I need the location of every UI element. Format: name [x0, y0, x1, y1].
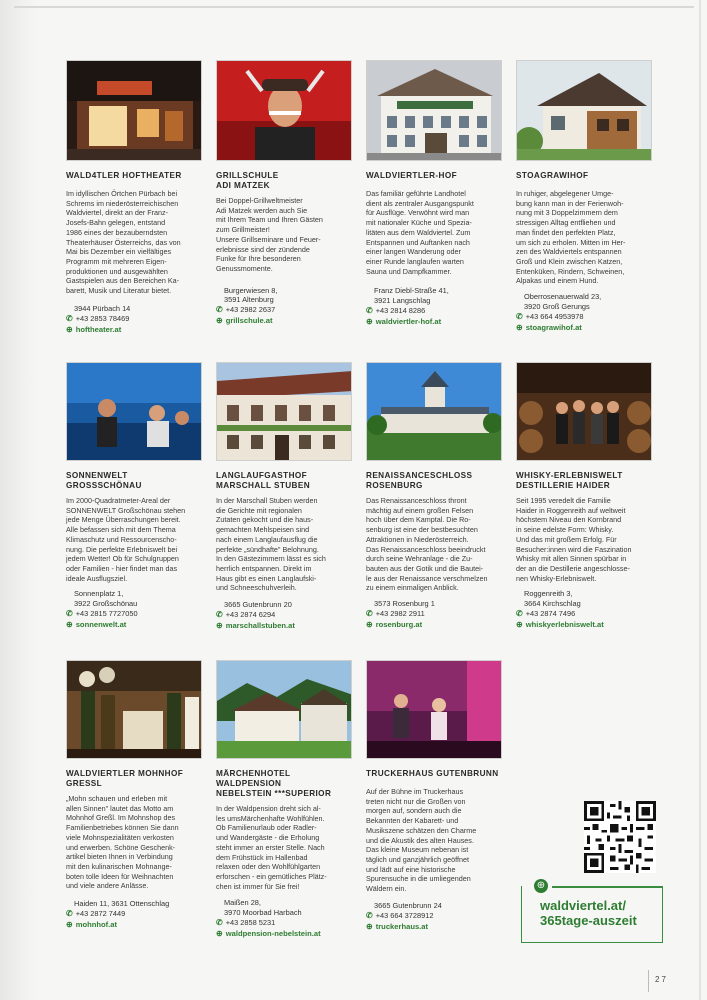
listing-description: Auf der Bühne im Truckerhaus treten nicht nur die Großen von morgen auf, sondern auch die Bekannten der Kabarett- und Musikszene schätzen den Charme und die Akustik des alten Hauses. Das kleine Museum nebenan ist täglich und ganzjährlich geöffnet und lädt auf eine historische Spurensuche in die umliegenden Wäldern ein.: [366, 787, 477, 894]
photo-truckerhaus: [366, 660, 502, 759]
listing-description: Im 2000-Quadratmeter-Areal der SONNENWELT Großschönau stehen jede Menge Überraschungen bereit. Alle befassen sich mit dem Thema Klimaschutz und Ressourcenscho- nung. Die perfekte Erlebniswelt bei jedem Wetter! Ob für Schulgruppen oder Familien - hier findet man das ideale Ausflugsziel.: [66, 496, 186, 583]
listing-website-link[interactable]: ⊕ mohnhof.at: [66, 919, 118, 929]
listing-address: Oberrosenauerwald 23, 3920 Groß Gerungs: [524, 292, 602, 311]
listing-description: Im idyllischen Örtchen Pürbach bei Schrems im niederösterreichischen Waldviertel, direkt an der Franz- Josefs-Bahn gelegen, entstand 1986 eines der bezauberndsten Theaterhäuser Österreichs, das von Mai bis Dezember ein vielfältiges Programm mit mehreren Eigen- produktionen und ausgewählten Gastspielen aus den Bereichen Ka- barett, Musik und Literatur bietet.: [66, 189, 181, 296]
listing-website-link[interactable]: ⊕ marschallstuben.at: [216, 620, 295, 630]
listing-title: MÄRCHENHOTEL WALDPENSION NEBELSTEIN ***SUPERIOR: [216, 769, 332, 798]
globe-icon: ⊕: [66, 324, 73, 334]
listing-website-link[interactable]: ⊕ hoftheater.at: [66, 324, 122, 334]
listing-address: 3573 Rosenburg 1: [374, 599, 435, 609]
globe-icon: ⊕: [516, 322, 523, 332]
globe-icon: ⊕: [216, 928, 223, 938]
photo-mohnhof: [66, 660, 202, 759]
listing-address: Haiden 11, 3631 Ottenschlag: [74, 899, 170, 909]
listing-card: [66, 362, 206, 630]
listing-card: [216, 60, 356, 326]
listing-website-link[interactable]: ⊕ truckerhaus.at: [366, 921, 429, 931]
listing-description: Seit 1995 veredelt die Familie Haider in Roggenreith auf weltweit höchstem Niveau den Kornbrand in seine edelste Form: Whisky. Und das mit großem Erfolg. Für Besucher:innen wird die Faszination Whisky mit allen Sinnen spürbar in der an die Destillerie angeschlosse- nen Whisky-Erlebniswelt.: [516, 496, 632, 583]
listing-title: WALDVIERTLER MOHNHOF GRESSL: [66, 769, 184, 788]
listing-website-link[interactable]: ⊕ waldpension-nebelstein.at: [216, 928, 321, 938]
globe-icon: ⊕: [216, 316, 223, 326]
listing-title: WALD4TLER HOFTHEATER: [66, 171, 182, 180]
globe-icon: ⊕: [216, 620, 223, 630]
globe-icon: ⊕: [66, 619, 73, 629]
promo-link-box[interactable]: [521, 880, 663, 943]
photo-marschall-stuben: [216, 362, 352, 461]
listing-card: [366, 660, 506, 932]
listing-phone: ✆ +43 2815 7727050: [66, 608, 138, 618]
listing-phone: ✆ +43 2982 2911: [366, 608, 425, 618]
phone-icon: ✆: [216, 917, 223, 927]
listing-address: Burgerwiesen 8, 3591 Altenburg: [224, 285, 278, 305]
listing-title: WHISKY-ERLEBNISWELT DESTILLERIE HAIDER: [516, 471, 623, 490]
globe-icon: ⊕: [516, 619, 523, 629]
photo-stoagrawihof: [516, 60, 652, 161]
photo-rosenburg: [366, 362, 502, 461]
listing-description: Bei Doppel-Grillweltmeister Adi Matzek werden auch Sie mit Ihrem Team und Ihren Gästen zum Grillmeister! Unsere Grillseminare und Feuer- erlebnisse sind der zündende Funke für Ihre besonderen Genussmomente.: [216, 196, 323, 273]
listing-card: [66, 60, 206, 335]
listing-description: In ruhiger, abgelegener Umge- bung kann man in der Ferienwoh- nung mit 3 Doppelzimmern dem stressigen Alltag entfliehen und man findet den perfekten Platz, um sich zu erholen. Mitten im Her- zen des Waldviertels entspannen Groß und Klein zwischen Katzen, Entenküken, Rindern, Schweinen, Alpakas und einem Hund.: [516, 189, 626, 286]
phone-icon: ✆: [66, 608, 73, 618]
listing-website-link[interactable]: ⊕ rosenburg.at: [366, 619, 423, 629]
listing-address: Maißen 28, 3970 Moorbad Harbach: [224, 898, 302, 918]
listing-title: SONNENWELT GROSSSCHÖNAU: [66, 471, 142, 490]
page-edge-right: [699, 0, 701, 1000]
listing-phone: ✆ +43 2874 7496: [516, 608, 576, 618]
listing-phone: ✆ +43 664 3728912: [366, 910, 434, 920]
listing-description: In der Waldpension dreht sich al- les umsMärchenhafte Wohlfühlen. Ob Familienurlaub oder Radler- und Wandergäste - die Erholung steht immer an erster Stelle. Nach dem Frühstück im Hallenbad relaxen oder den Wohlfühlgarten erforschen - ein gemütliches Plätz- chen ist immer für Sie frei!: [216, 804, 327, 891]
photo-waldviertler-hof: [366, 60, 502, 161]
listing-card: [366, 60, 506, 327]
listing-card: [366, 362, 506, 630]
listing-phone: ✆ +43 2872 7449: [66, 908, 126, 918]
page-number-divider: [648, 970, 649, 992]
page-spine: [0, 0, 38, 1000]
phone-icon: ✆: [216, 609, 223, 619]
phone-icon: ✆: [216, 305, 223, 315]
photo-sonnenwelt: [66, 362, 202, 461]
listing-title: STOAGRAWIHOF: [516, 171, 589, 180]
listing-phone: ✆ +43 2853 78469: [66, 313, 130, 323]
phone-icon: ✆: [516, 608, 523, 618]
qr-code-graphic: [584, 801, 656, 873]
listing-address: 3665 Gutenbrunn 20: [224, 600, 292, 610]
listing-row-2: [60, 362, 660, 662]
listing-row-1: [60, 60, 660, 360]
listing-website-link[interactable]: ⊕ whiskyerlebniswelt.at: [516, 619, 604, 629]
listing-phone: ✆ +43 664 4953978: [516, 311, 584, 321]
globe-icon: ⊕: [366, 619, 373, 629]
globe-icon: ⊕: [366, 316, 373, 326]
listing-address: Sonnenplatz 1, 3922 Großschönau: [74, 589, 138, 609]
listing-website-link[interactable]: ⊕ sonnenwelt.at: [66, 619, 127, 629]
promo-border-top: [552, 886, 662, 888]
listing-address: Roggenreith 3, 3664 Kirchschlag: [524, 589, 581, 609]
listing-address: 3944 Pürbach 14: [74, 303, 131, 313]
page-number: 27: [655, 975, 668, 984]
listing-card: [216, 362, 356, 631]
listing-card: [66, 660, 206, 930]
globe-icon: ⊕: [66, 919, 73, 929]
listing-card: [516, 362, 656, 630]
photo-waldpension: [216, 660, 352, 759]
listing-website-link[interactable]: ⊕ stoagrawihof.at: [516, 322, 582, 332]
promo-url: waldviertel.at/ 365tage-auszeit: [540, 898, 637, 928]
listing-address: Franz Diebl-Straße 41, 3921 Langschlag: [374, 286, 449, 306]
qr-code[interactable]: [584, 801, 656, 873]
listing-phone: ✆ +43 2858 5231: [216, 917, 276, 927]
listing-phone: ✆ +43 2814 8286: [366, 305, 426, 315]
globe-icon: ⊕: [534, 879, 548, 893]
globe-icon: ⊕: [366, 921, 373, 931]
listing-website-link[interactable]: ⊕ grillschule.at: [216, 316, 273, 326]
listing-card: [216, 660, 356, 939]
phone-icon: ✆: [366, 910, 373, 920]
phone-icon: ✆: [516, 311, 523, 321]
listing-title: GRILLSCHULE ADI MATZEK: [216, 171, 279, 190]
photo-grillschule: [216, 60, 352, 161]
listing-description: In der Marschall Stuben werden die Gerichte mit regionalen Zutaten gekocht und die haus- gemachten Mehlspeisen sind nach einem Langlaufausflug die perfekte „sündhafte" Belohnung. In den Gästezimmern lässt es sich herrlich entspannen. Direkt im Haus gibt es einen Langlaufski- und Schneeschuhverleih.: [216, 496, 326, 593]
phone-icon: ✆: [366, 608, 373, 618]
listing-description: Das familiär geführte Landhotel dient als zentraler Ausgangspunkt für Ausflüge. Verwöhnt wird man mit nationaler Küche und Spezia- litäten aus dem Waldviertel. Zum Entspannen und Auftanken nach einer langen Wanderung oder einer Runde langlaufen warten Sauna und Dampfkammer.: [366, 189, 474, 276]
phone-icon: ✆: [66, 313, 73, 323]
listing-title: RENAISSANCESCHLOSS ROSENBURG: [366, 471, 473, 490]
phone-icon: ✆: [66, 908, 73, 918]
listing-title: LANGLAUFGASTHOF MARSCHALL STUBEN: [216, 471, 311, 490]
phone-icon: ✆: [366, 305, 373, 315]
listing-card: [516, 60, 656, 333]
photo-whisky-destillerie: [516, 362, 652, 461]
listing-title: WALDVIERTLER-HOF: [366, 171, 457, 180]
listing-address: 3665 Gutenbrunn 24: [374, 900, 442, 910]
listing-title: TRUCKERHAUS GUTENBRUNN: [366, 769, 499, 778]
listing-website-link[interactable]: ⊕ waldviertler-hof.at: [366, 316, 442, 326]
listing-description: Das Renaissanceschloss thront mächtig auf einem großen Felsen hoch über dem Kamptal. Die Ro- senburg ist eine der bestbesuchten Attraktionen in Niederösterreich. Das Renaissanceschloss beeindruckt durch seine Wehranlage - die Zu- bauten aus der Gotik und die Bautei- le aus der Renaissance verschmelzen zu einem einmaligen Anblick.: [366, 496, 488, 593]
photo-theater: [66, 60, 202, 161]
listing-phone: ✆ +43 2982 2637: [216, 305, 276, 315]
page-edge-top: [14, 6, 694, 8]
listing-phone: ✆ +43 2874 6294: [216, 609, 276, 619]
listing-description: „Mohn schauen und erleben mit allen Sinnen" lautet das Motto am Mohnhof Greßl. Im Mohnshop des Familienbetriebes können Sie dann viele Mohnspezialitäten verkosten und erwerben. Schöne Geschenk- artikel bieten Ihnen in Verbindung mit den kulinarischen Mohnange- boten tolle Ideen für Weihnachten und viele andere Anlässe.: [66, 794, 179, 891]
